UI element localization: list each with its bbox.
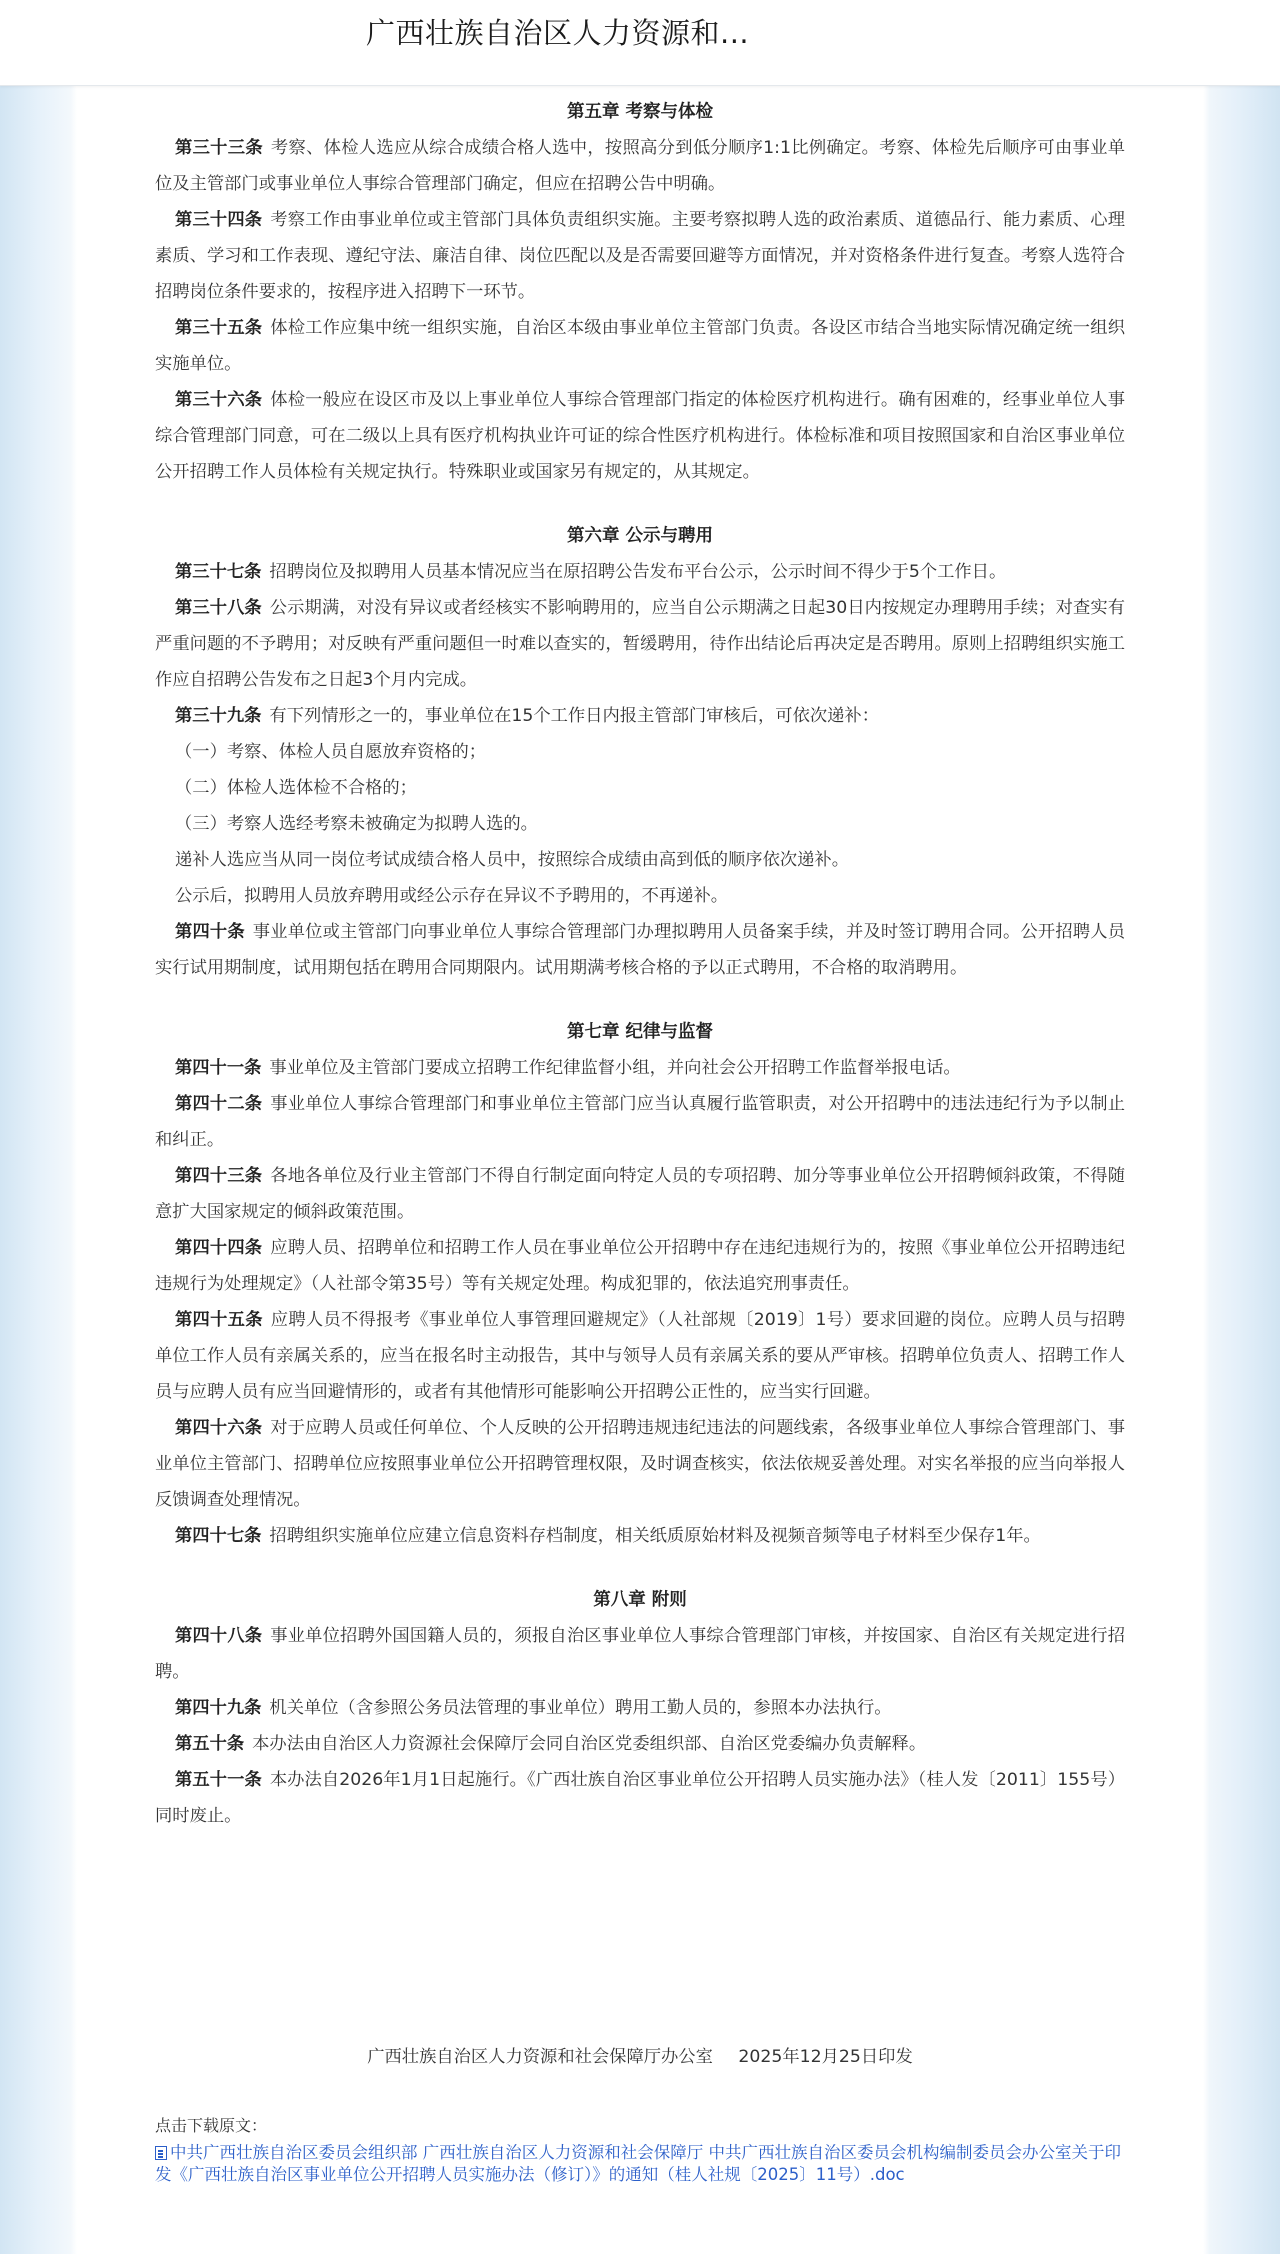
article xyxy=(155,202,1125,310)
article-text: 机关单位（含参照公务员法管理的事业单位）聘用工勤人员的，参照本办法执行。 xyxy=(269,1698,892,1718)
article xyxy=(155,130,1125,202)
download-label: 点击下载原文： xyxy=(155,2116,268,2135)
issuer-name: 广西壮族自治区人力资源和社会保障厅办公室 xyxy=(367,2047,713,2067)
article-clause xyxy=(155,770,1125,806)
article-number: 第三十七条 xyxy=(175,562,262,582)
article-clause xyxy=(155,806,1125,842)
article-text: （三）考察人选经考察未被确定为拟聘人选的。 xyxy=(175,814,538,834)
document-body xyxy=(155,74,1125,1834)
article-text: 公示期满，对没有异议或者经核实不影响聘用的，应当自公示期满之日起30日内按规定办理聘用手续；对查实有严重问题的不予聘用；对反映有严重问题但一时难以查实的，暂缓聘用，待作出结论后再决定是否聘用。原则上招聘组织实施工作应自招聘公告发布之日起3个月内完成。 xyxy=(155,598,1125,690)
article xyxy=(155,1726,1125,1762)
article-text: 事业单位招聘外国国籍人员的，须报自治区事业单位人事综合管理部门审核，并按国家、自治区有关规定进行招聘。 xyxy=(155,1626,1125,1682)
download-link-text: 中共广西壮族自治区委员会组织部 广西壮族自治区人力资源和社会保障厅 中共广西壮族自治区委员会机构编制委员会办公室关于印发《广西壮族自治区事业单位公开招聘人员实施办法（修订）》的通知（桂人社规〔2025〕11号）.doc xyxy=(155,2143,1121,2184)
top-header-bar xyxy=(0,0,1280,86)
article xyxy=(155,914,1125,986)
article-clause xyxy=(155,878,1125,914)
article-text: 有下列情形之一的，事业单位在15个工作日内报主管部门审核后，可依次递补： xyxy=(269,706,879,726)
article-number: 第三十四条 xyxy=(175,210,263,230)
article-number: 第四十五条 xyxy=(175,1310,263,1330)
article-text: （二）体检人选体检不合格的； xyxy=(175,778,417,798)
article xyxy=(155,698,1125,734)
article-number: 第四十六条 xyxy=(175,1418,263,1438)
article-text: 应聘人员不得报考《事业单位人事管理回避规定》（人社部规〔2019〕1号）要求回避的岗位。应聘人员与招聘单位工作人员有亲属关系的，应当在报名时主动报告，其中与领导人员有亲属关系的要从严审核。招聘单位负责人、招聘工作人员与应聘人员有应当回避情形的，或者有其他情形可能影响公开招聘公正性的，应当实行回避。 xyxy=(155,1310,1125,1402)
article-number: 第四十二条 xyxy=(175,1094,263,1114)
article-text: 事业单位人事综合管理部门和事业单位主管部门应当认真履行监管职责，对公开招聘中的违法违纪行为予以制止和纠正。 xyxy=(155,1094,1125,1150)
article xyxy=(155,310,1125,382)
article-number: 第三十八条 xyxy=(175,598,262,618)
article-text: 本办法自2026年1月1日起施行。《广西壮族自治区事业单位公开招聘人员实施办法》（桂人发〔2011〕155号）同时废止。 xyxy=(155,1770,1125,1826)
article-number: 第三十三条 xyxy=(175,138,263,158)
article xyxy=(155,1618,1125,1690)
article-text: 考察工作由事业单位或主管部门具体负责组织实施。主要考察拟聘人选的政治素质、道德品行、能力素质、心理素质、学习和工作表现、遵纪守法、廉洁自律、岗位匹配以及是否需要回避等方面情况，并对资格条件进行复查。考察人选符合招聘岗位条件要求的，按程序进入招聘下一环节。 xyxy=(155,210,1125,302)
article-text: 各地各单位及行业主管部门不得自行制定面向特定人员的专项招聘、加分等事业单位公开招聘倾斜政策，不得随意扩大国家规定的倾斜政策范围。 xyxy=(155,1166,1125,1222)
download-link[interactable] xyxy=(155,2142,1127,2186)
article-number: 第四十九条 xyxy=(175,1698,262,1718)
chapter-heading: 第八章 附则 xyxy=(593,1590,687,1610)
article-clause xyxy=(155,842,1125,878)
issue-date: 2025年12月25日印发 xyxy=(738,2047,913,2067)
article xyxy=(155,1762,1125,1834)
chapter-heading: 第七章 纪律与监督 xyxy=(566,1022,714,1042)
article-number: 第四十条 xyxy=(175,922,245,942)
article-number: 第四十三条 xyxy=(175,1166,263,1186)
article xyxy=(155,1086,1125,1158)
article-text: 体检一般应在设区市及以上事业单位人事综合管理部门指定的体检医疗机构进行。确有困难的，经事业单位人事综合管理部门同意，可在二级以上具有医疗机构执业许可证的综合性医疗机构进行。体检标准和项目按照国家和自治区事业单位公开招聘工作人员体检有关规定执行。特殊职业或国家另有规定的，从其规定。 xyxy=(155,390,1125,482)
chapter-heading: 第五章 考察与体检 xyxy=(566,102,714,122)
article-number: 第四十一条 xyxy=(175,1058,262,1078)
article-text: 事业单位及主管部门要成立招聘工作纪律监督小组，并向社会公开招聘工作监督举报电话。 xyxy=(269,1058,961,1078)
article-text: 对于应聘人员或任何单位、个人反映的公开招聘违规违纪违法的问题线索，各级事业单位人事综合管理部门、事业单位主管部门、招聘单位应按照事业单位公开招聘管理权限，及时调查核实，依法依规妥善处理。对实名举报的应当向举报人反馈调查处理情况。 xyxy=(155,1418,1125,1510)
article-number: 第五十条 xyxy=(175,1734,245,1754)
article xyxy=(155,382,1125,490)
article xyxy=(155,1050,1125,1086)
article-number: 第四十七条 xyxy=(175,1526,262,1546)
article-number: 第三十六条 xyxy=(175,390,263,410)
article-text: 本办法由自治区人力资源社会保障厅会同自治区党委组织部、自治区党委编办负责解释。 xyxy=(252,1734,927,1754)
article xyxy=(155,1410,1125,1518)
chapter-heading: 第六章 公示与聘用 xyxy=(566,526,714,546)
article-number: 第三十五条 xyxy=(175,318,263,338)
article-number: 第四十四条 xyxy=(175,1238,263,1258)
page-title: 广西壮族自治区人力资源和... xyxy=(366,16,750,50)
article-text: 事业单位或主管部门向事业单位人事综合管理部门办理拟聘用人员备案手续，并及时签订聘用合同。公开招聘人员实行试用期制度，试用期包括在聘用合同期限内。试用期满考核合格的予以正式聘用，不合格的取消聘用。 xyxy=(155,922,1125,978)
article-text: （一）考察、体检人员自愿放弃资格的； xyxy=(175,742,487,762)
article-text: 体检工作应集中统一组织实施，自治区本级由事业单位主管部门负责。各设区市结合当地实际情况确定统一组织实施单位。 xyxy=(155,318,1125,374)
article xyxy=(155,554,1125,590)
article xyxy=(155,1518,1125,1554)
issuer-signature xyxy=(0,2042,1280,2072)
article xyxy=(155,1230,1125,1302)
article-number: 第三十九条 xyxy=(175,706,262,726)
article-number: 第五十一条 xyxy=(175,1770,262,1790)
article xyxy=(155,1690,1125,1726)
article-clause xyxy=(155,734,1125,770)
document-icon xyxy=(155,2146,167,2160)
article-text: 招聘组织实施单位应建立信息资料存档制度，相关纸质原始材料及视频音频等电子材料至少保存1年。 xyxy=(269,1526,1041,1546)
article-text: 应聘人员、招聘单位和招聘工作人员在事业单位公开招聘中存在违纪违规行为的，按照《事业单位公开招聘违纪违规行为处理规定》（人社部令第35号）等有关规定处理。构成犯罪的，依法追究刑事责任。 xyxy=(155,1238,1125,1294)
article xyxy=(155,1302,1125,1410)
article-text: 公示后，拟聘用人员放弃聘用或经公示存在异议不予聘用的，不再递补。 xyxy=(175,886,729,906)
article xyxy=(155,590,1125,698)
article-number: 第四十八条 xyxy=(175,1626,263,1646)
article-text: 递补人选应当从同一岗位考试成绩合格人员中，按照综合成绩由高到低的顺序依次递补。 xyxy=(175,850,849,870)
article-text: 招聘岗位及拟聘用人员基本情况应当在原招聘公告发布平台公示，公示时间不得少于5个工作日。 xyxy=(269,562,1007,582)
article xyxy=(155,1158,1125,1230)
article-text: 考察、体检人选应从综合成绩合格人选中，按照高分到低分顺序1:1比例确定。考察、体检先后顺序可由事业单位及主管部门或事业单位人事综合管理部门确定，但应在招聘公告中明确。 xyxy=(155,138,1125,194)
